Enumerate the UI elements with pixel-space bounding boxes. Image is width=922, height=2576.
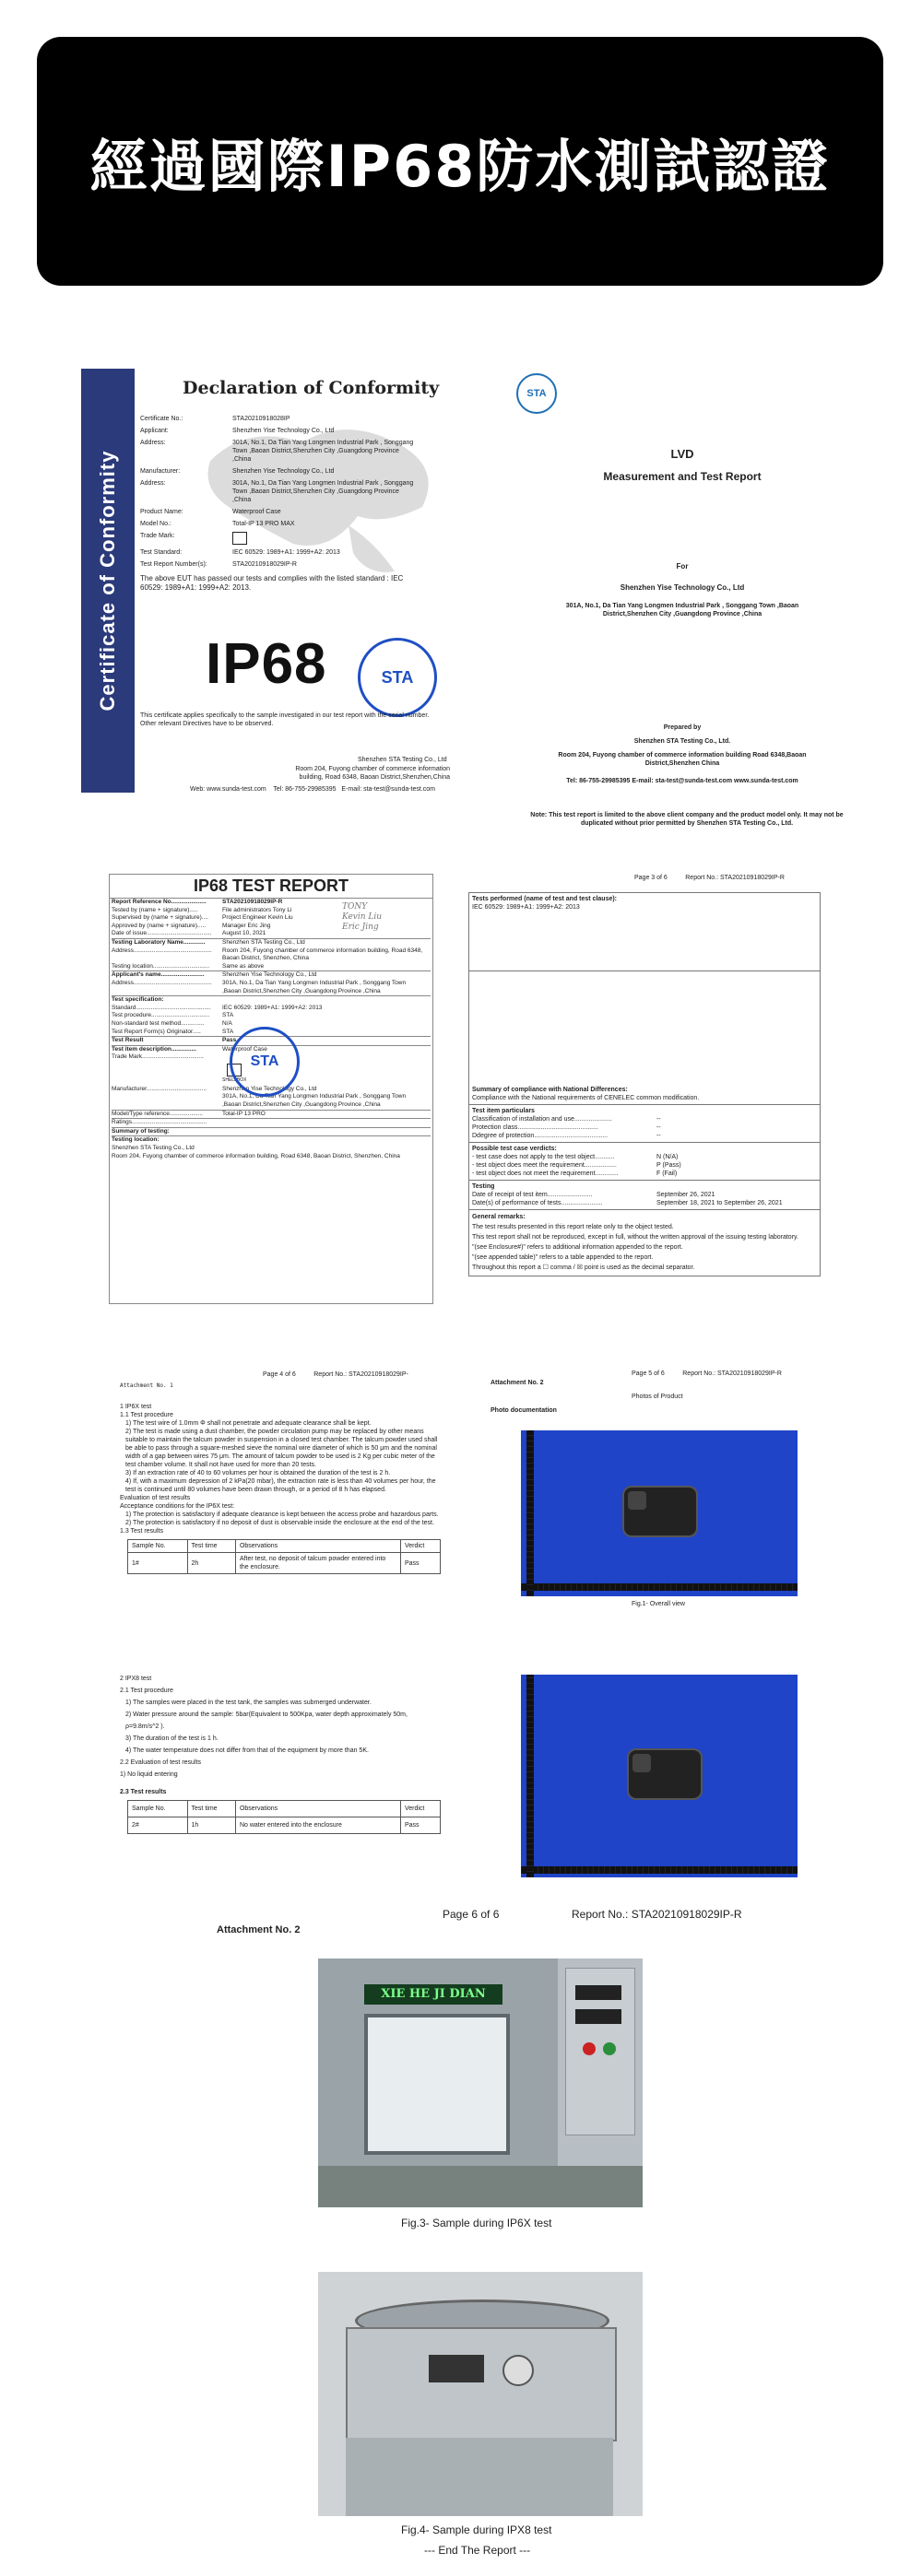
- table-header: Observations: [235, 1540, 400, 1553]
- sta-logo-icon: STA: [516, 373, 557, 414]
- row-value: Shenzhen Yise Technology Co., Ltd: [222, 1085, 317, 1092]
- phone-case-image: [622, 1486, 698, 1537]
- row-value: File administrators Tony Li: [222, 906, 292, 913]
- lab-name: Shenzhen STA Testing Co., Ltd.: [633, 738, 731, 745]
- row-value: STA20210918029IP-R: [222, 899, 283, 905]
- row-value: STA: [222, 1012, 234, 1019]
- signature-tony: TONY: [342, 902, 368, 912]
- procedure-step: 2) The test is made using a dust chamber, the powder circulation pump may be replaced by other means suitable to maintain the talcum powder in suspension in a closed test chamber. The talcum powder used shall be able to pass through a square-meshed sieve the nominal wire diameter of which is 50 μm and the nominal width of a gap between wires 75 μm. The amount of talcum powder to be used is 2 Kg per cubic meter of the test chamber volume. It shall not have used for more than 20 tests.: [125, 1429, 438, 1468]
- field-label: Trade Mark:: [140, 533, 175, 539]
- procedure-step: 1) The test wire of 1.0mm Φ shall not penetrate and adequate clearance shall be kept.: [125, 1420, 372, 1427]
- field-value: Shenzhen Yise Technology Co., Ltd: [232, 468, 335, 475]
- section-title: 2 IPX8 test: [120, 1676, 152, 1682]
- field-label: Manufacturer:: [140, 468, 181, 475]
- row-label: Test Report Form(s) Originator.....: [112, 1028, 201, 1035]
- row-label: Test Result: [112, 1037, 144, 1044]
- ruler-left: [526, 1430, 534, 1596]
- row-label: Room 204, Fuyong chamber of commerce information building, Road 6348, Baoan District, Shenzhen, China: [112, 1152, 400, 1159]
- field-label: Test Report Number(s):: [140, 561, 207, 568]
- sta-seal-stamp: STA: [358, 638, 437, 717]
- field-value: STA20210918028IP: [232, 416, 290, 422]
- row-label: Testing location:: [112, 1136, 160, 1144]
- report-number: Report No.: STA20210918029IP-R: [572, 1908, 742, 1921]
- ip6x-test-photo: [318, 1958, 643, 2207]
- section-title: 1.3 Test results: [120, 1528, 163, 1535]
- summary-title: Summary of compliance with National Differences:: [472, 1087, 628, 1093]
- section-title: 1.1 Test procedure: [120, 1412, 173, 1418]
- row-value: STA: [222, 1028, 234, 1035]
- section-title: Acceptance conditions for the IP6X test:: [120, 1503, 235, 1510]
- trade-mark-icon: [232, 532, 247, 545]
- product-photo-2: [521, 1675, 798, 1877]
- photo-documentation: Photo documentation: [491, 1407, 557, 1414]
- ruler-bottom: [521, 1583, 798, 1591]
- table-header: Test time: [187, 1540, 235, 1553]
- row-value: Same as above: [222, 962, 265, 970]
- fig4-caption: Fig.4- Sample during IPX8 test: [401, 2523, 552, 2536]
- general-remark: The test results presented in this report relate only to the object tested.: [472, 1224, 674, 1230]
- row-label: Standard.............................................: [112, 1004, 211, 1011]
- row-label: Test item description...............: [112, 1045, 196, 1053]
- end-of-report: --- End The Report ---: [424, 2544, 531, 2557]
- general-title: General remarks:: [472, 1214, 526, 1220]
- lab-address: Room 204, Fuyong chamber of commerce information building Road 6348,Baoan District,Shenzhen China: [558, 752, 807, 767]
- row-label: Shenzhen STA Testing Co., Ltd: [112, 1145, 195, 1152]
- report-page-3: [468, 874, 819, 1279]
- row-label: Applicant's name..........................: [112, 971, 205, 979]
- particular-label: Protection class.............................................: [472, 1124, 598, 1131]
- ruler-bottom: [521, 1866, 798, 1874]
- row-value: August 10, 2021: [222, 930, 266, 937]
- field-label: Address:: [140, 480, 166, 487]
- eval-item: 1) The protection is satisfactory if adequate clearance is kept between the access probe and hazardous parts.: [125, 1511, 439, 1518]
- ip68-test-report-page: [109, 874, 433, 1304]
- table-cell: Pass: [400, 1817, 440, 1834]
- section-title: 2.1 Test procedure: [120, 1688, 173, 1694]
- phone-case-image: [627, 1748, 703, 1800]
- photos-of-product: Photos of Product: [632, 1394, 683, 1400]
- field-value: STA20210918029IP-R: [232, 561, 297, 568]
- brand-label: SHELLBOX: [222, 1076, 247, 1083]
- verdict-label: - test object does not meet the requirement.............: [472, 1170, 619, 1177]
- procedure-step: 4) If, with a maximum depression of 2 kPa(20 mbar), the extraction rate is less than 40 volumes per hour, the test is continued until 80 volumes have been drawn through, or a period of 8 h has elapsed.: [125, 1478, 436, 1493]
- row-value: Shenzhen Yise Technology Co., Ltd: [222, 971, 317, 979]
- product-photo-1: [521, 1430, 798, 1596]
- ip6x-content: [120, 1403, 443, 1574]
- issuer-contacts: [190, 785, 435, 794]
- row-label: [112, 1093, 222, 1109]
- row-label: Test specification:: [112, 996, 164, 1004]
- sta-seal-stamp: STA: [230, 1027, 300, 1097]
- row-label: Model/Type reference....................: [112, 1110, 203, 1117]
- field-label: Test Standard:: [140, 549, 183, 556]
- procedure-step: 1) The samples were placed in the test tank, the samples was submerged underwater.: [125, 1700, 372, 1706]
- table-header: Test time: [187, 1801, 235, 1817]
- testing-value: September 18, 2021 to September 26, 2021: [656, 1200, 783, 1206]
- table-cell: No water entered into the enclosure: [235, 1817, 400, 1834]
- signatures: [342, 902, 382, 933]
- general-remark: "(see Enclosure#)" refers to additional information appended to the report.: [472, 1244, 683, 1251]
- section-title: 1 IP6X test: [120, 1404, 152, 1410]
- row-label: Trade Mark.....................................: [112, 1053, 204, 1061]
- particular-value: --: [656, 1133, 661, 1139]
- verdict-value: P (Pass): [656, 1162, 681, 1169]
- field-value: Total-IP 13 PRO MAX: [232, 521, 295, 527]
- row-label: Supervised by (name + signature)....: [112, 914, 208, 922]
- table-header: Sample No.: [128, 1801, 188, 1817]
- row-value: Shenzhen STA Testing Co., Ltd: [222, 938, 305, 946]
- table-header: Verdict: [400, 1801, 440, 1817]
- table-cell: 2#: [128, 1817, 188, 1834]
- row-label: Date of issue.......................................: [112, 930, 212, 937]
- section-title: Evaluation of test results: [120, 1495, 191, 1501]
- page-header: Page 4 of 6 Report No.: STA20210918029IP-: [263, 1371, 408, 1378]
- declaration-title: Declaration of Conformity: [183, 378, 440, 398]
- field-value: Shenzhen Yise Technology Co., Ltd: [232, 428, 335, 434]
- ip68-rating: IP68: [206, 632, 327, 696]
- declaration-of-conformity-page: [81, 369, 450, 820]
- page-header: Page 5 of 6 Report No.: STA20210918029IP-R: [632, 1370, 782, 1377]
- field-label: Product Name:: [140, 509, 183, 515]
- procedure-step: 3) The duration of the test is 1 h.: [125, 1735, 219, 1742]
- row-label: Report Reference No.....................: [112, 899, 207, 905]
- table-header: Observations: [235, 1801, 400, 1817]
- ipx8-results-table: [127, 1800, 441, 1834]
- fig1-caption: Fig.1- Overall view: [632, 1601, 685, 1607]
- row-label: Testing location..................................: [112, 962, 210, 970]
- row-label: Address...............................................: [112, 979, 212, 986]
- attachment-label: Attachment No. 2: [217, 1924, 301, 1935]
- page-number: Page 6 of 6: [443, 1908, 500, 1921]
- table-header: Verdict: [400, 1540, 440, 1553]
- general-remark: "(see appended table)" refers to a table appended to the report.: [472, 1254, 654, 1261]
- issuer-email: E-mail: sta-test@sunda-test.com: [341, 786, 436, 793]
- verdicts-title: Possible test case verdicts:: [472, 1146, 557, 1152]
- row-value: Total-IP 13 PRO: [222, 1110, 266, 1117]
- testing-label: Date(s) of performance of tests.......................: [472, 1200, 603, 1206]
- field-label: Applicant:: [140, 428, 169, 434]
- for-label: For: [676, 562, 689, 570]
- row-value: IEC 60529: 1989+A1: 1999+A2: 2013: [222, 1004, 323, 1011]
- row-label: Address...............................................: [112, 947, 212, 954]
- row-value: Waterproof Case: [222, 1045, 267, 1053]
- testing-label: Date of receipt of test item.........................: [472, 1192, 593, 1198]
- fig3-caption: Fig.3- Sample during IP6X test: [401, 2217, 552, 2229]
- lab-contact: Tel: 86-755-29985395 E-mail: sta-test@sunda-test.com www.sunda-test.com: [566, 778, 798, 784]
- tests-title: Tests performed (name of test and test clause):: [472, 896, 618, 902]
- table-cell: 2h: [187, 1553, 235, 1574]
- row-label: Manufacturer....................................: [112, 1085, 207, 1092]
- verdict-value: N (N/A): [656, 1154, 679, 1160]
- general-remark: Throughout this report a ☐ comma / ☒ point is used as the decimal separator.: [472, 1264, 695, 1271]
- ruler-left: [526, 1675, 534, 1877]
- row-value: Manager Eric Jing: [222, 922, 271, 929]
- tests-value: IEC 60529: 1989+A1: 1999+A2: 2013: [472, 904, 580, 911]
- issuer-address: Room 204, Fuyong chamber of commerce information building, Road 6348, Baoan District,Shenzhen,China: [295, 766, 450, 781]
- section-title: 2.2 Evaluation of test results: [120, 1759, 201, 1766]
- verdict-label: - test object does meet the requirement..................: [472, 1162, 617, 1169]
- summary-value: Compliance with the National requirements of CENELEC common modification.: [472, 1095, 700, 1101]
- row-label: Testing Laboratory Name.............: [112, 938, 206, 946]
- banner-title: 經過國際IP68防水測試認證: [89, 132, 831, 200]
- issuer-tel: Tel: 86-755-29985395: [273, 786, 337, 793]
- eval-item: 1) No liquid entering: [120, 1771, 178, 1778]
- field-value: IEC 60529: 1989+A1: 1999+A2: 2013: [232, 549, 340, 556]
- attachment-label: Attachment No. 1: [120, 1382, 173, 1389]
- table-cell: Pass: [400, 1553, 440, 1574]
- row-value: 301A, No.1, Da Tian Yang Longmen Industrial Park , Songgang Town ,Baoan District,Shenzhen City ,Guangdong Province ,China: [222, 979, 407, 994]
- field-value: 301A, No.1, Da Tian Yang Longmen Industrial Park , Songgang Town ,Baoan District,Shenzhen City ,Guangdong Province ,China: [232, 480, 414, 503]
- row-value: Room 204, Fuyong chamber of commerce information building, Road 6348, Baoan District, Shenzhen, China: [222, 947, 423, 962]
- certificate-side-bar: [81, 369, 135, 793]
- field-label: Model No.:: [140, 521, 171, 527]
- row-label: Approved by (name + signature).....: [112, 922, 207, 929]
- procedure-step: 4) The water temperature does not differ from that of the equipment by more than 5K.: [125, 1747, 369, 1754]
- table-header: Sample No.: [128, 1540, 188, 1553]
- side-title: Certificate of Conformity: [96, 450, 119, 712]
- signature-eric: Eric Jing: [342, 923, 379, 932]
- field-label: Address:: [140, 440, 166, 446]
- eval-item: 2) The protection is satisfactory if no deposit of dust is observable inside the enclosure at the end of the test.: [125, 1520, 434, 1526]
- row-value: N/A: [222, 1019, 232, 1027]
- issuer-name: Shenzhen STA Testing Co., Ltd: [358, 757, 447, 763]
- general-remark: This test report shall not be reproduced, except in full, without the written approval of the issuing testing laboratory.: [472, 1234, 798, 1241]
- signature-kevin: Kevin Liu: [342, 912, 383, 922]
- machine-sign: XIE HE JI DIAN: [364, 1984, 502, 2005]
- cert-statement: The above EUT has passed our tests and complies with the listed standard : IEC 60529: 1989+A1: 1999+A2: 2013.: [140, 574, 404, 592]
- particulars-title: Test item particulars: [472, 1108, 535, 1114]
- field-value: 301A, No.1, Da Tian Yang Longmen Industrial Park , Songgang Town ,Baoan District,Shenzhen City ,Guangdong Province ,China: [232, 440, 414, 463]
- row-value: 301A, No.1, Da Tian Yang Longmen Industrial Park , Songgang Town ,Baoan District,Shenzhen City ,Guangdong Province ,China: [222, 1093, 407, 1109]
- row-label: Test procedure...................................: [112, 1012, 210, 1019]
- issuer-web: Web: www.sunda-test.com: [190, 786, 266, 793]
- testing-value: September 26, 2021: [656, 1192, 715, 1198]
- verdict-label: - test case does not apply to the test object...........: [472, 1154, 615, 1160]
- report-page-5: [489, 1370, 839, 1887]
- verdict-value: F (Fail): [656, 1170, 678, 1177]
- lvd-label: LVD: [670, 447, 694, 461]
- report-note: Note: This test report is limited to the above client company and the product model only. It may not be duplicated without prior permitted by Shenzhen STA Testing Co., Ltd.: [530, 812, 844, 827]
- ipx8-content: [120, 1673, 443, 1834]
- ip6x-results-table: [127, 1539, 441, 1574]
- attachment-label: Attachment No. 2: [491, 1380, 544, 1386]
- testing-title: Testing: [472, 1183, 495, 1190]
- row-label: Non-standard test method..............: [112, 1019, 205, 1027]
- report-title: Measurement and Test Report: [603, 470, 762, 483]
- row-value: Project Engineer Kevin Liu: [222, 914, 293, 922]
- table-cell: 1#: [128, 1553, 188, 1574]
- cert-footer-note: This certificate applies specifically to the sample investigated in our test report with the serial number. Other relevant Directives have to be observed.: [140, 712, 430, 727]
- report-page-6: [166, 1899, 830, 2562]
- cert-fields: [140, 415, 426, 593]
- lvd-report-cover: [498, 364, 867, 843]
- particular-value: --: [656, 1116, 661, 1123]
- title-banner: [37, 37, 883, 286]
- procedure-step: 3) If an extraction rate of 40 to 60 volumes per hour is obtained the duration of the test is 2 h.: [125, 1470, 391, 1476]
- particular-value: --: [656, 1124, 661, 1131]
- prepared-by-label: Prepared by: [663, 724, 702, 731]
- page-header: Page 3 of 6 Report No.: STA20210918029IP-R: [634, 875, 785, 881]
- client-address: 301A, No.1, Da Tian Yang Longmen Industrial Park , Songgang Town ,Baoan District,Shenzhen City ,Guangdong Province ,China: [565, 603, 799, 618]
- ipx8-test-photo: [318, 2272, 643, 2516]
- field-label: Certificate No.:: [140, 416, 183, 422]
- ip68-report-title: IP68 TEST REPORT: [110, 875, 432, 899]
- procedure-step: 2) Water pressure around the sample: 5bar(Equivalent to 500Kpa, water depth approximately 50m, ρ=9.8m/s^2 ).: [125, 1711, 408, 1730]
- section-title: 2.3 Test results: [120, 1789, 167, 1795]
- particular-label: Ddegree of protection.........................................: [472, 1133, 609, 1139]
- row-label: Summary of testing:: [112, 1127, 170, 1135]
- report-page-4: [115, 1370, 447, 1850]
- row-value: Pass: [222, 1037, 237, 1044]
- field-value: Waterproof Case: [232, 509, 281, 515]
- table-cell: 1h: [187, 1817, 235, 1834]
- row-label: Ratings.............................................: [112, 1119, 207, 1126]
- client-company: Shenzhen Yise Technology Co., Ltd: [620, 583, 745, 592]
- row-label: Tested by (name + signature).....: [112, 906, 198, 913]
- tests-box: [468, 892, 821, 1276]
- table-cell: After test, no deposit of talcum powder entered into the enclosure.: [235, 1553, 400, 1574]
- particular-label: Classification of installation and use.....................: [472, 1116, 612, 1123]
